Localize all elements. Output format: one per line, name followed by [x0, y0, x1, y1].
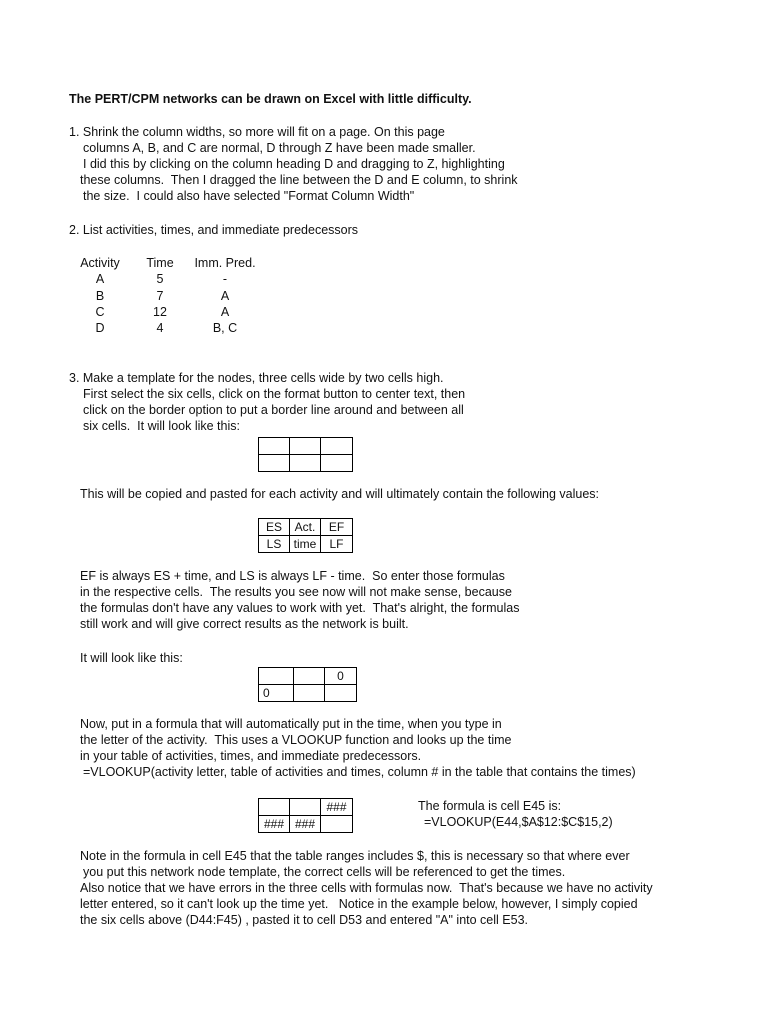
- note-line-4: letter entered, so it can't look up the time yet. Notice in the example below, however, I simply copied: [80, 897, 638, 911]
- ef-line-2: in the respective cells. The results you see now will not make sense, because: [80, 585, 512, 599]
- node-ef-error: ###: [321, 799, 353, 816]
- node-es-label: ES: [259, 519, 290, 536]
- table-cell: B: [95, 289, 105, 303]
- note-line-3: Also notice that we have errors in the three cells with formulas now. That's because we have no activity: [80, 881, 653, 895]
- table-cell: A: [220, 305, 230, 319]
- table-cell: A: [220, 289, 230, 303]
- step1-line-2: columns A, B, and C are normal, D through Z have been made smaller.: [83, 141, 476, 155]
- step1-line-3: I did this by clicking on the column heading D and dragging to Z, highlighting: [83, 157, 505, 171]
- vlookup-line-2: the letter of the activity. This uses a VLOOKUP function and looks up the time: [80, 733, 512, 747]
- note-line-5: the six cells above (D44:F45) , pasted it to cell D53 and entered "A" into cell E53.: [80, 913, 529, 927]
- table-header-activity: Activity: [80, 256, 120, 270]
- node-ls-label: LS: [259, 536, 290, 553]
- vlookup-line-3: in your table of activities, times, and immediate predecessors.: [80, 749, 422, 763]
- step1-line-4: these columns. Then I dragged the line between the D and E column, to shrink: [80, 173, 518, 187]
- node-time-label: time: [290, 536, 321, 553]
- table-cell: C: [95, 305, 105, 319]
- step3-line-3: click on the border option to put a border line around and between all: [83, 403, 464, 417]
- table-cell: -: [222, 272, 228, 286]
- node-cell: [290, 438, 321, 455]
- node-act-label: Act.: [290, 519, 321, 536]
- page-heading: The PERT/CPM networks can be drawn on Excel with little difficulty.: [69, 92, 472, 106]
- node-cell: [321, 438, 353, 455]
- vlookup-line-1: Now, put in a formula that will automatically put in the time, when you type in: [80, 717, 502, 731]
- note-line-1: Note in the formula in cell E45 that the table ranges includes $, this is necessary so that where ever: [80, 849, 630, 863]
- node-cell: [321, 455, 353, 472]
- vlookup-line-4: =VLOOKUP(activity letter, table of activities and times, column # in the table that contains the times): [83, 765, 636, 779]
- node-time-error: ###: [290, 816, 321, 833]
- node-ls-value: 0: [259, 685, 294, 702]
- table-cell: 7: [156, 289, 164, 303]
- ef-line-3: the formulas don't have any values to work with yet. That's alright, the formulas: [80, 601, 520, 615]
- node-ef-value: 0: [325, 668, 357, 685]
- step2-text: 2. List activities, times, and immediate predecessors: [69, 223, 359, 237]
- step1-line-5: the size. I could also have selected "Format Column Width": [83, 189, 415, 203]
- table-cell: D: [95, 321, 105, 335]
- node-template-zero: [258, 667, 357, 702]
- node-cell: [290, 455, 321, 472]
- node-cell: [259, 438, 290, 455]
- node-cell: [294, 668, 325, 685]
- step1-line-1: 1. Shrink the column widths, so more will fit on a page. On this page: [69, 125, 445, 139]
- table-header-pred: Imm. Pred.: [194, 256, 256, 270]
- node-cell: [259, 668, 294, 685]
- node-cell: [294, 685, 325, 702]
- node-template-labeled: [258, 518, 353, 553]
- node-ef-label: EF: [321, 519, 353, 536]
- step3-line-2: First select the six cells, click on the format button to center text, then: [83, 387, 466, 401]
- node-ls-error: ###: [259, 816, 290, 833]
- node-lf-label: LF: [321, 536, 353, 553]
- step3-line-1: 3. Make a template for the nodes, three cells wide by two cells high.: [69, 371, 444, 385]
- node-cell: [259, 455, 290, 472]
- ef-line-1: EF is always ES + time, and LS is always LF - time. So enter those formulas: [80, 569, 505, 583]
- copy-text: This will be copied and pasted for each activity and will ultimately contain the following values:: [80, 487, 600, 501]
- note-line-2: you put this network node template, the correct cells will be referenced to get the times.: [83, 865, 566, 879]
- node-cell: [321, 816, 353, 833]
- node-cell: [290, 799, 321, 816]
- node-cell: [259, 799, 290, 816]
- table-cell: 5: [156, 272, 164, 286]
- table-cell: A: [95, 272, 105, 286]
- node-cell: [325, 685, 357, 702]
- look-text: It will look like this:: [80, 651, 183, 665]
- step3-line-4: six cells. It will look like this:: [83, 419, 240, 433]
- node-template-error: [258, 798, 353, 833]
- ef-line-4: still work and will give correct results as the network is built.: [80, 617, 409, 631]
- table-header-time: Time: [146, 256, 174, 270]
- table-cell: B, C: [212, 321, 238, 335]
- table-cell: 12: [153, 305, 167, 319]
- node-template-empty: [258, 437, 353, 472]
- formula-caption: The formula is cell E45 is:: [418, 799, 562, 813]
- table-cell: 4: [156, 321, 164, 335]
- formula-text: =VLOOKUP(E44,$A$12:$C$15,2): [424, 815, 613, 829]
